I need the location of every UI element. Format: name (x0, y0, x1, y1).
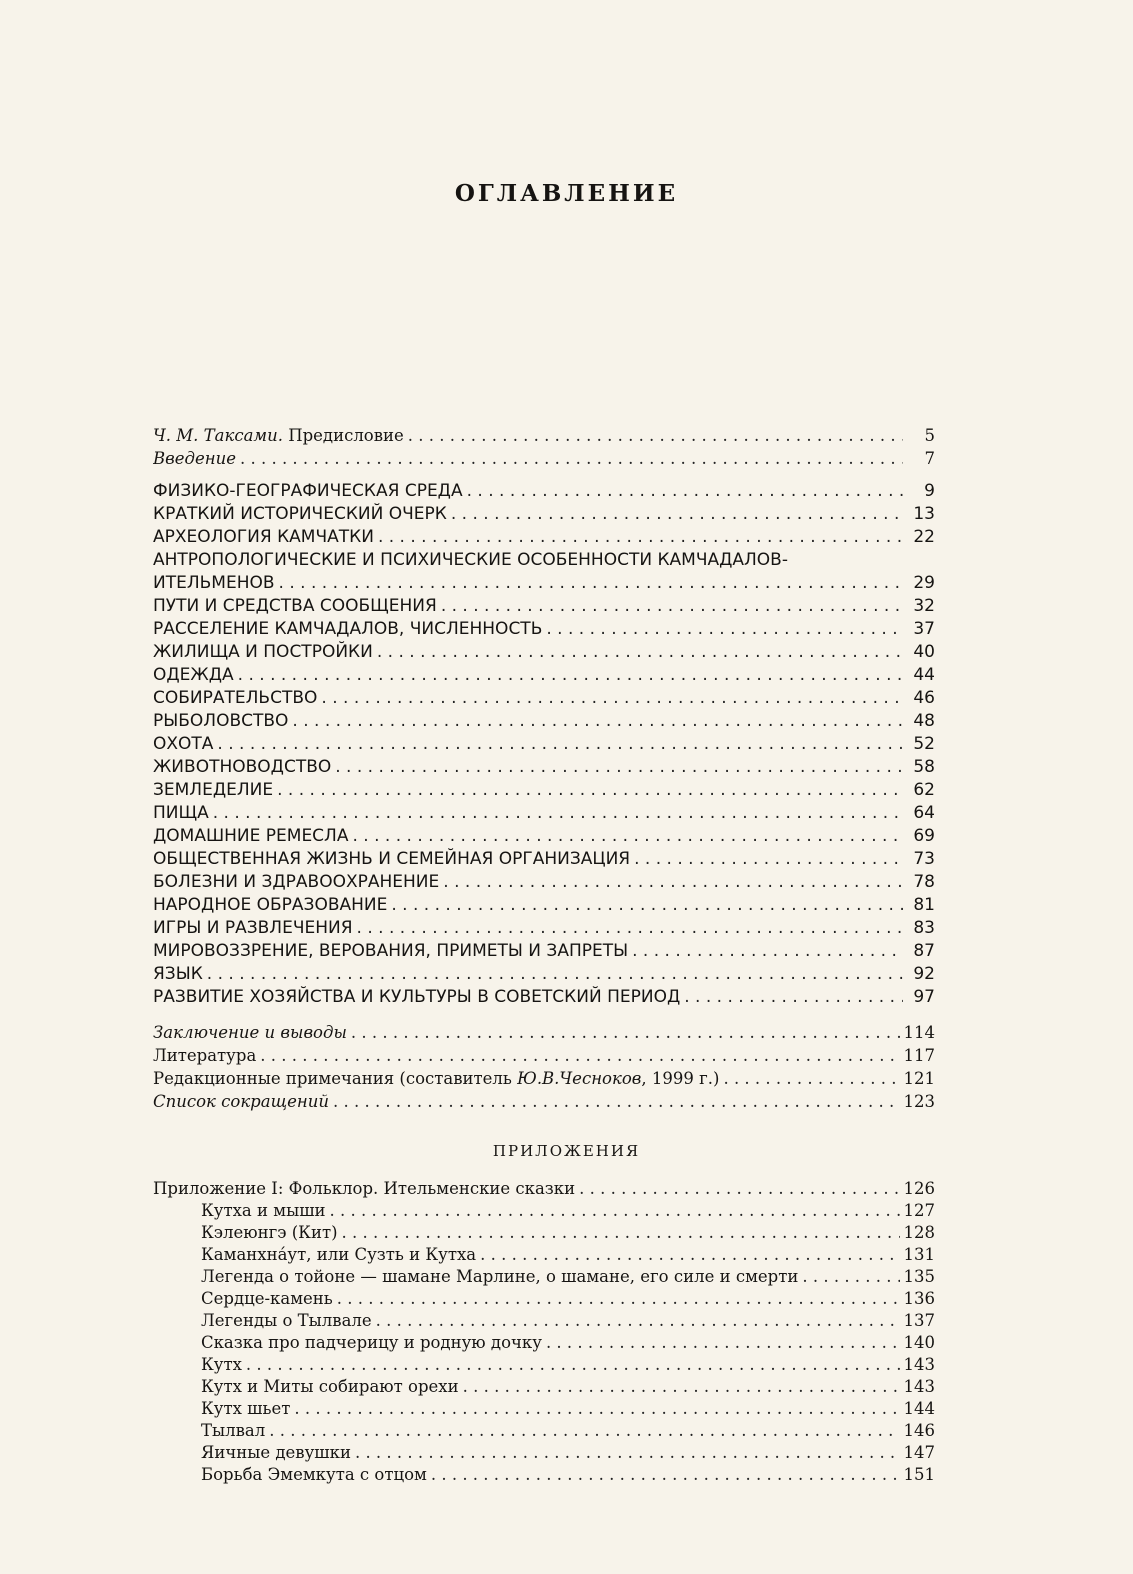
toc-entry-text: ОХОТА (153, 734, 214, 754)
leader-dots (579, 1177, 899, 1200)
toc-entry-text: Кэлеюнгэ (Кит) (201, 1223, 338, 1242)
toc-entry[interactable] (153, 526, 935, 549)
toc-entry-text: МИРОВОЗЗРЕНИЕ, ВЕРОВАНИЯ, ПРИМЕТЫ И ЗАПРЕТЫ (153, 941, 629, 961)
leader-dots (376, 1309, 900, 1332)
toc-page-number: 121 (903, 1069, 935, 1088)
leader-dots (335, 756, 903, 779)
toc-subentry[interactable] (201, 1243, 935, 1266)
toc-page-number: 135 (903, 1267, 935, 1286)
toc-entry-text: ЗЕМЛЕДЕЛИЕ (153, 780, 274, 800)
toc-entry-text: ЖИВОТНОВОДСТВО (153, 757, 332, 777)
toc-page-number: 5 (924, 426, 935, 445)
toc-entry-text-after: , 1999 г.) (641, 1069, 720, 1088)
toc-entry-text: РАЗВИТИЕ ХОЗЯЙСТВА И КУЛЬТУРЫ В СОВЕТСКИЙ ПЕРИОД (153, 987, 681, 1007)
toc-entry-text: ЖИЛИЩА И ПОСТРОЙКИ (153, 642, 373, 662)
toc-page-number: 92 (913, 964, 935, 984)
toc-entry[interactable] (153, 480, 935, 503)
toc-entry[interactable] (153, 963, 935, 986)
toc-entry-text: НАРОДНОЕ ОБРАЗОВАНИЕ (153, 895, 388, 915)
leader-dots (377, 641, 903, 664)
toc-page-number: 62 (913, 780, 935, 800)
toc-page-number: 136 (903, 1289, 935, 1308)
appendix-title: ПРИЛОЖЕНИЯ (492, 1142, 641, 1160)
toc-entry-text: РЫБОЛОВСТВО (153, 711, 289, 731)
toc-entry-appendix-1[interactable] (153, 1177, 935, 1200)
toc-entry-text: Борьба Эмемкута с отцом (201, 1465, 427, 1484)
toc-page-number: 127 (903, 1201, 935, 1220)
toc-entry-text: Тылвал (201, 1421, 266, 1440)
toc-page-number: 137 (903, 1311, 935, 1330)
toc-entry-text: Кутха и мыши (201, 1201, 326, 1220)
toc-entry-text: СОБИРАТЕЛЬСТВО (153, 688, 318, 708)
toc-entry-text: ИГРЫ И РАЗВЛЕЧЕНИЯ (153, 918, 353, 938)
toc-entry[interactable] (153, 940, 935, 963)
toc-subentry[interactable] (201, 1221, 935, 1244)
toc-entry[interactable] (153, 802, 935, 825)
leader-dots (217, 733, 903, 756)
leader-dots (467, 480, 903, 503)
toc-entry-text: ИТЕЛЬМЕНОВ (153, 573, 275, 593)
toc-page-number: 52 (913, 734, 935, 754)
toc-entry[interactable] (153, 572, 935, 595)
leader-dots (240, 447, 903, 470)
toc-subentry[interactable] (201, 1199, 935, 1222)
toc-page-number: 32 (913, 596, 935, 616)
toc-entry-text: КРАТКИЙ ИСТОРИЧЕСКИЙ ОЧЕРК (153, 504, 447, 524)
toc-subentry[interactable] (201, 1265, 935, 1288)
leader-dots (480, 1243, 899, 1266)
toc-entry[interactable] (153, 618, 935, 641)
toc-entry-text: Введение (153, 449, 236, 468)
toc-page-number: 69 (913, 826, 935, 846)
toc-page-number: 123 (903, 1092, 935, 1111)
toc-entry-text: Литература (153, 1046, 257, 1065)
toc-entry[interactable] (153, 986, 935, 1009)
toc-page-number: 29 (913, 573, 935, 593)
toc-page-number: 22 (913, 527, 935, 547)
toc-entry-text: ОБЩЕСТВЕННАЯ ЖИЗНЬ И СЕМЕЙНАЯ ОРГАНИЗАЦИЯ (153, 849, 631, 869)
toc-page-number: 73 (913, 849, 935, 869)
toc-entry[interactable] (153, 756, 935, 779)
leader-dots (391, 894, 903, 917)
toc-page-number: 7 (924, 449, 935, 468)
toc-entry-text: Кутх (201, 1355, 242, 1374)
leader-dots (355, 1441, 900, 1464)
toc-subentry[interactable] (201, 1331, 935, 1354)
toc-entry[interactable] (153, 917, 935, 940)
leader-dots (321, 687, 903, 710)
toc-entry-preface[interactable] (153, 424, 935, 447)
toc-entry-text: Кутх шьет (201, 1399, 291, 1418)
toc-entry-text: РАССЕЛЕНИЕ КАМЧАДАЛОВ, ЧИСЛЕННОСТЬ (153, 619, 543, 639)
toc-entry-text: Легенда о тойоне — шамане Марлине, о шамане, его силе и смерти (201, 1267, 799, 1286)
toc-entry-text: ПУТИ И СРЕДСТВА СООБЩЕНИЯ (153, 596, 437, 616)
toc-page-number: 143 (903, 1377, 935, 1396)
toc-page-number: 44 (913, 665, 935, 685)
toc-subentry[interactable] (201, 1375, 935, 1398)
toc-entry[interactable] (153, 871, 935, 894)
leader-dots (351, 1021, 900, 1044)
toc-page-number: 13 (913, 504, 935, 524)
leader-dots (352, 825, 903, 848)
leader-dots (546, 618, 903, 641)
toc-page-number: 97 (913, 987, 935, 1007)
toc-subentry[interactable] (201, 1397, 935, 1420)
page-title: ОГЛАВЛЕНИЕ (454, 180, 679, 207)
leader-dots (723, 1067, 899, 1090)
toc-page-number: 78 (913, 872, 935, 892)
toc-page-number: 117 (903, 1046, 935, 1065)
toc-author: Ю.В.Чесноков (517, 1069, 642, 1088)
toc-entry-text: Каманхна́ут, или Сузть и Кутха (201, 1245, 477, 1264)
toc-entry-text: ФИЗИКО-ГЕОГРАФИЧЕСКАЯ СРЕДА (153, 481, 463, 501)
toc-subentry[interactable] (201, 1287, 935, 1310)
toc-entry-text: Яичные девушки (201, 1443, 351, 1462)
toc-entry[interactable] (153, 503, 935, 526)
leader-dots (451, 503, 903, 526)
toc-entry[interactable] (153, 710, 935, 733)
toc-entry-literature[interactable] (153, 1044, 935, 1067)
toc-entry[interactable] (153, 779, 935, 802)
leader-dots (546, 1331, 900, 1354)
toc-entry[interactable] (153, 595, 935, 618)
toc-entry-text: Сердце-камень (201, 1289, 333, 1308)
toc-page-number: 46 (913, 688, 935, 708)
toc-entry[interactable] (153, 641, 935, 664)
toc-entry[interactable] (153, 825, 935, 848)
toc-entry-editorial-notes[interactable] (153, 1067, 935, 1090)
leader-dots (443, 871, 903, 894)
leader-dots (260, 1044, 899, 1067)
toc-page-number: 83 (913, 918, 935, 938)
leader-dots (238, 664, 903, 687)
toc-entry-text: Приложение I: Фольклор. Ительменские сказки (153, 1179, 576, 1198)
leader-dots (337, 1287, 900, 1310)
toc-entry-text: Кутх и Миты собирают орехи (201, 1377, 459, 1396)
toc-entry[interactable] (153, 894, 935, 917)
leader-dots (408, 424, 903, 447)
leader-dots (378, 526, 903, 549)
toc-subentry[interactable] (201, 1419, 935, 1442)
leader-dots (277, 779, 903, 802)
leader-dots (279, 572, 903, 595)
toc-entry[interactable] (153, 848, 935, 871)
toc-page-number: 64 (913, 803, 935, 823)
toc-page-number: 131 (903, 1245, 935, 1264)
toc-entry-conclusion[interactable] (153, 1021, 935, 1044)
leader-dots (431, 1463, 900, 1486)
toc-entry-introduction[interactable] (153, 447, 935, 470)
toc-entry-text: ОДЕЖДА (153, 665, 234, 685)
toc-page-number: 114 (903, 1023, 935, 1042)
leader-dots (684, 986, 903, 1009)
toc-page-number: 151 (903, 1465, 935, 1484)
leader-dots (802, 1265, 899, 1288)
leader-dots (632, 940, 903, 963)
toc-entry-text: Предисловие (282, 426, 404, 445)
toc-entry-text: Редакционные примечания (составитель (153, 1069, 518, 1088)
toc-page-number: 144 (903, 1399, 935, 1418)
leader-dots (292, 710, 903, 733)
toc-entry-text: ЯЗЫК (153, 964, 203, 984)
leader-dots (213, 802, 903, 825)
leader-dots (207, 963, 903, 986)
toc-entry-text: АРХЕОЛОГИЯ КАМЧАТКИ (153, 527, 374, 547)
toc-page-number: 140 (903, 1333, 935, 1352)
toc-entry-text: ДОМАШНИЕ РЕМЕСЛА (153, 826, 349, 846)
toc-page-number: 81 (913, 895, 935, 915)
toc-entry-line1[interactable]: АНТРОПОЛОГИЧЕСКИЕ И ПСИХИЧЕСКИЕ ОСОБЕННОСТИ КАМЧАДАЛОВ- (153, 550, 788, 570)
toc-page-number: 48 (913, 711, 935, 731)
leader-dots (463, 1375, 900, 1398)
leader-dots (246, 1353, 900, 1376)
leader-dots (342, 1221, 900, 1244)
toc-author: Ч. М. Таксами. (153, 426, 283, 445)
toc-entry-text: Заключение и выводы (153, 1023, 347, 1042)
leader-dots (294, 1397, 899, 1420)
toc-entry-text: Легенды о Тылвале (201, 1311, 372, 1330)
toc-entry-text: Список сокращений (153, 1092, 329, 1111)
leader-dots (333, 1090, 900, 1113)
toc-page-number: 40 (913, 642, 935, 662)
toc-page-number: 146 (903, 1421, 935, 1440)
toc-page-number: 128 (903, 1223, 935, 1242)
leader-dots (357, 917, 903, 940)
toc-subentry[interactable] (201, 1309, 935, 1332)
toc-page-number: 147 (903, 1443, 935, 1462)
toc-subentry[interactable] (201, 1353, 935, 1376)
toc-subentry[interactable] (201, 1441, 935, 1464)
toc-page-number: 58 (913, 757, 935, 777)
toc-page-number: 143 (903, 1355, 935, 1374)
leader-dots (441, 595, 903, 618)
toc-entry-text: БОЛЕЗНИ И ЗДРАВООХРАНЕНИЕ (153, 872, 440, 892)
toc-subentry[interactable] (201, 1463, 935, 1486)
toc-entry[interactable] (153, 664, 935, 687)
leader-dots (330, 1199, 900, 1222)
leader-dots (269, 1419, 899, 1442)
toc-page-number: 9 (924, 481, 935, 501)
toc-page-number: 87 (913, 941, 935, 961)
toc-entry-text: ПИЩА (153, 803, 209, 823)
leader-dots (634, 848, 903, 871)
toc-page-number: 126 (903, 1179, 935, 1198)
toc-entry-abbreviations[interactable] (153, 1090, 935, 1113)
toc-entry-text: Сказка про падчерицу и родную дочку (201, 1333, 542, 1352)
toc-entry[interactable] (153, 733, 935, 756)
toc-page-number: 37 (913, 619, 935, 639)
toc-entry[interactable] (153, 687, 935, 710)
